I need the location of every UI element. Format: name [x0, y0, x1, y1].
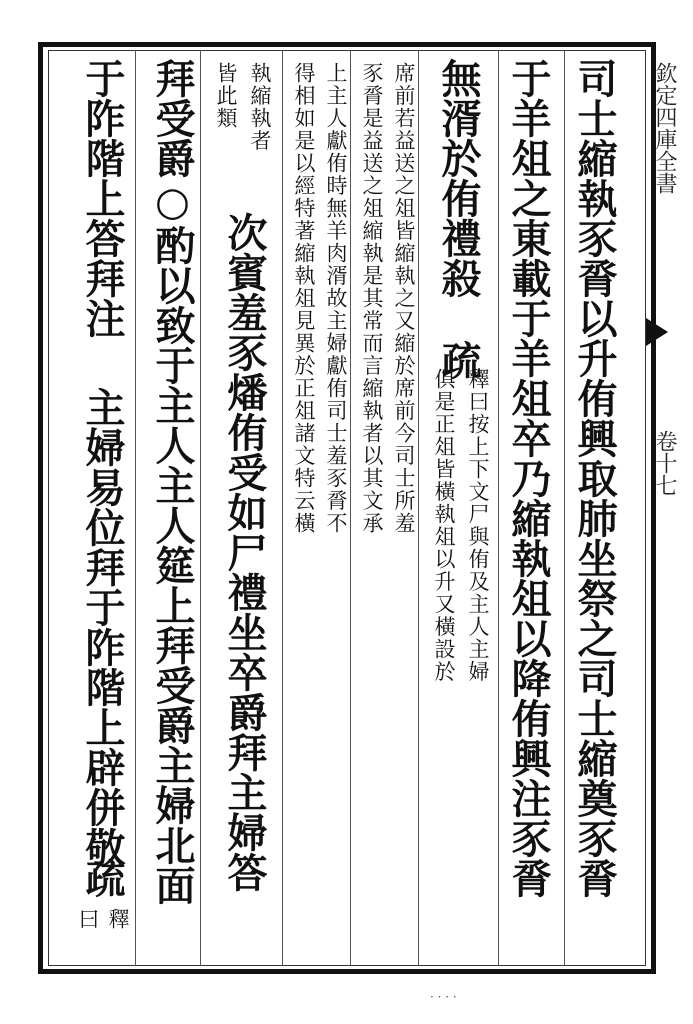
main-text: 次賓羞豕燔侑受如尸禮坐卒爵拜主婦答 [221, 212, 268, 892]
fold-mark-icon [646, 318, 668, 346]
annotation-left: 皆此類 [214, 62, 238, 130]
annotation-left: 俱是正俎皆橫執俎以升又橫設於 [432, 368, 456, 683]
annotation-left: 豕脀是益送之俎縮執是其常而言縮執者以其文承 [360, 62, 384, 535]
column-divider [564, 50, 565, 966]
text-column-7: 拜受爵○酌以致于主人主人筵上拜受爵主婦北面 [149, 58, 196, 905]
commentary-marker: 疏 [79, 858, 126, 898]
column-divider [282, 50, 283, 966]
scan-speckle: · · · · [430, 990, 457, 1004]
annotation-right: 席前若益送之俎皆縮執之又縮於席前今司士所羞 [392, 62, 416, 535]
commentary-marker: 疏 [435, 340, 482, 380]
column-divider [498, 50, 499, 966]
main-text: 于阼階上答拜注 [79, 58, 126, 338]
text-column-4 [354, 62, 418, 962]
book-title: 欽定四庫全書 [652, 62, 677, 194]
annotation-right: 釋曰按上下文尸與侑及主人主婦 [466, 368, 490, 683]
annotation-left: 曰 [76, 908, 100, 931]
column-divider [418, 50, 419, 966]
text-column-2: 于羊俎之東載于羊俎卒乃縮執俎以降侑興注豕脀 [505, 58, 552, 898]
annotation-left: 得相如是以經特著縮執俎見異於正俎諸文特云橫 [292, 62, 316, 535]
column-divider [135, 50, 136, 966]
annotation-right: 執縮執者 [248, 62, 272, 152]
text-column-8 [66, 58, 134, 968]
annotation-right: 上主人獻侑時無羊肉湑故主婦獻侑司士羞豕脀不 [324, 62, 348, 535]
text-column-3 [422, 58, 494, 968]
column-divider [200, 50, 201, 966]
annotation-right: 釋 [106, 908, 130, 931]
note-text: 主婦易位拜于阼階上辟併敬 [79, 387, 126, 867]
volume-label: 卷十七 [652, 430, 677, 496]
text-column-1: 司士縮執豕脀以升侑興取肺坐祭之司士縮奠豕脀 [571, 58, 618, 898]
text-column-6 [204, 62, 282, 972]
text-column-5 [286, 62, 350, 962]
column-divider [350, 50, 351, 966]
main-text: 無湑於侑禮殺 [435, 58, 482, 298]
